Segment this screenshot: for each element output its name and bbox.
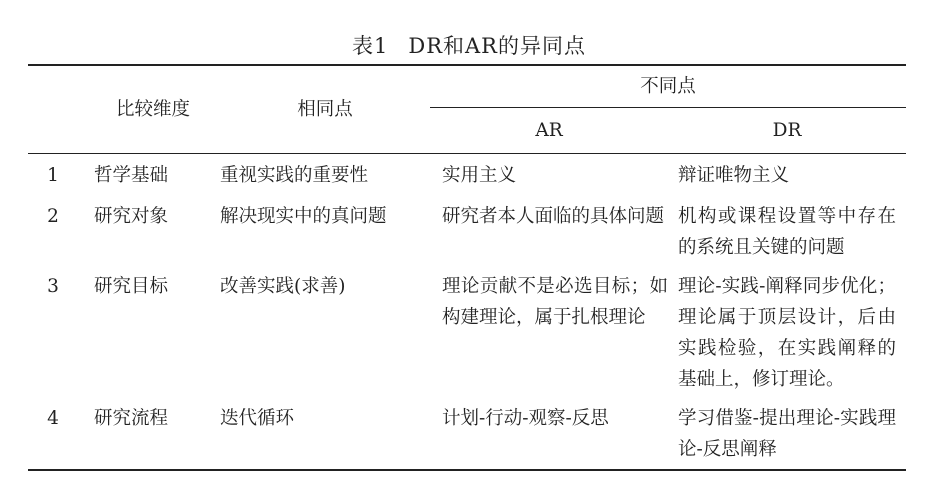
table-row [28, 154, 906, 197]
row-dimension: 研究流程 [94, 407, 169, 429]
row-ar: 研究者本人面临的具体问题 [442, 205, 665, 227]
row-ar: 理论贡献不是必选目标；如构建理论，属于扎根理论 [442, 275, 668, 328]
row-ar: 计划-行动-观察-反思 [442, 407, 609, 429]
row-dimension: 研究对象 [94, 205, 169, 227]
table-caption [0, 30, 938, 60]
header-dimension: 比较维度 [115, 99, 190, 120]
row-dr: 机构或课程设置等中存在的系统且关键的问题 [678, 205, 896, 258]
row-number: 1 [47, 165, 59, 186]
header-number [28, 65, 78, 154]
row-dimension: 哲学基础 [94, 165, 169, 186]
row-number: 3 [47, 275, 59, 297]
comparison-table [28, 64, 906, 471]
table-number: 表1 [351, 34, 389, 58]
row-dr: 辩证唯物主义 [678, 165, 790, 186]
row-similarity: 解决现实中的真问题 [220, 205, 387, 227]
row-dr: 学习借鉴-提出理论-实践理论-反思阐释 [678, 407, 896, 460]
row-similarity: 改善实践(求善) [220, 275, 346, 297]
table-row [28, 197, 906, 267]
row-dr: 理论-实践-阐释同步优化；理论属于顶层设计，后由实践检验，在实践阐释的基础上，修订理论。 [678, 275, 896, 390]
table-row [28, 399, 906, 470]
row-dimension: 研究目标 [94, 275, 169, 297]
row-ar: 实用主义 [442, 165, 517, 186]
header-dr: DR [772, 120, 802, 141]
row-similarity: 重视实践的重要性 [220, 165, 369, 186]
header-difference: 不同点 [430, 65, 906, 108]
table-row [28, 267, 906, 399]
header-similarity: 相同点 [297, 99, 353, 120]
row-similarity: 迭代循环 [220, 407, 295, 429]
row-number: 2 [47, 205, 59, 227]
row-number: 4 [47, 407, 59, 429]
table-title: DR和AR的异同点 [408, 34, 586, 58]
header-ar: AR [535, 120, 563, 141]
